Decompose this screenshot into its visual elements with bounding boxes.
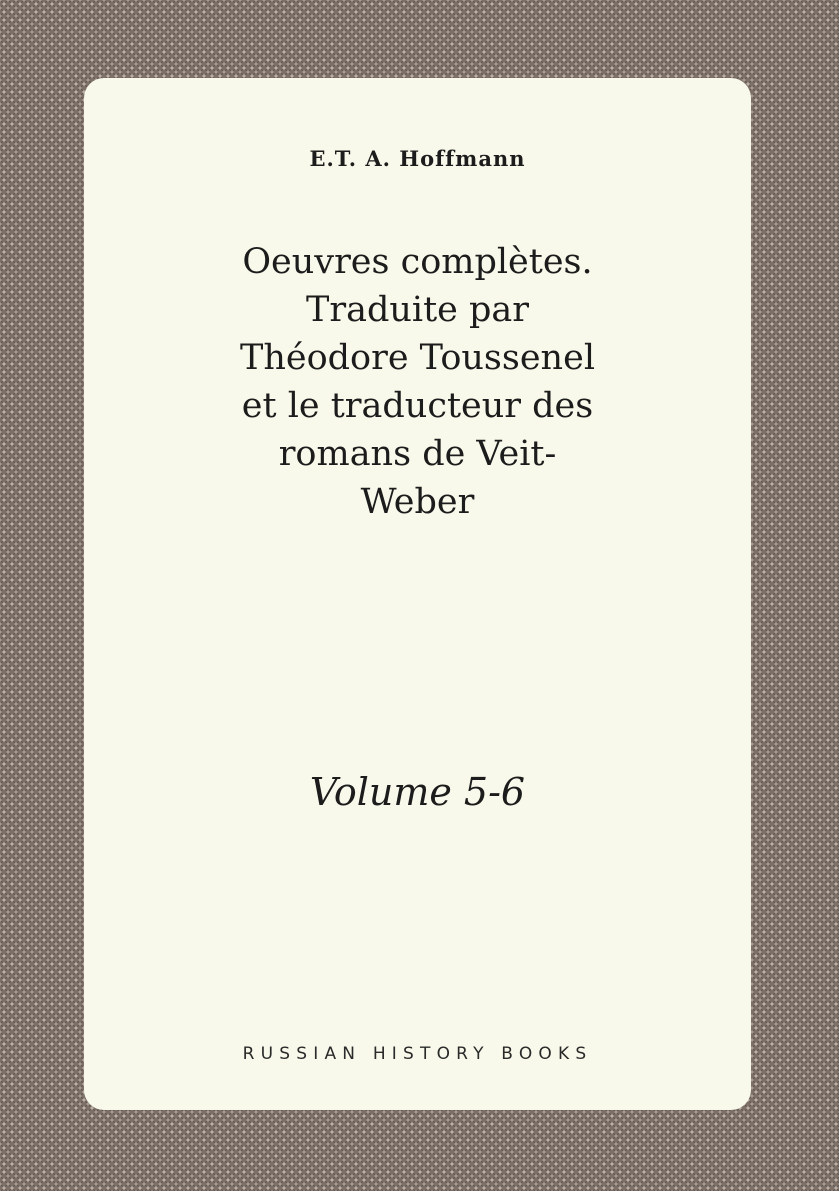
cover-panel [84,78,751,1110]
volume-label: Volume 5-6 [309,770,526,814]
title-line: Théodore Toussenel [239,338,596,378]
title-line: romans de Veit- [278,434,557,474]
book-title [114,238,721,526]
title-line: Oeuvres complètes. [242,242,593,282]
title-line: Traduite par [306,290,529,330]
author-name: E.T. A. Hoffmann [309,146,526,171]
title-line: Weber [360,482,475,522]
title-line: et le traducteur des [241,386,594,426]
publisher-name: RUSSIAN HISTORY BOOKS [242,1044,593,1064]
